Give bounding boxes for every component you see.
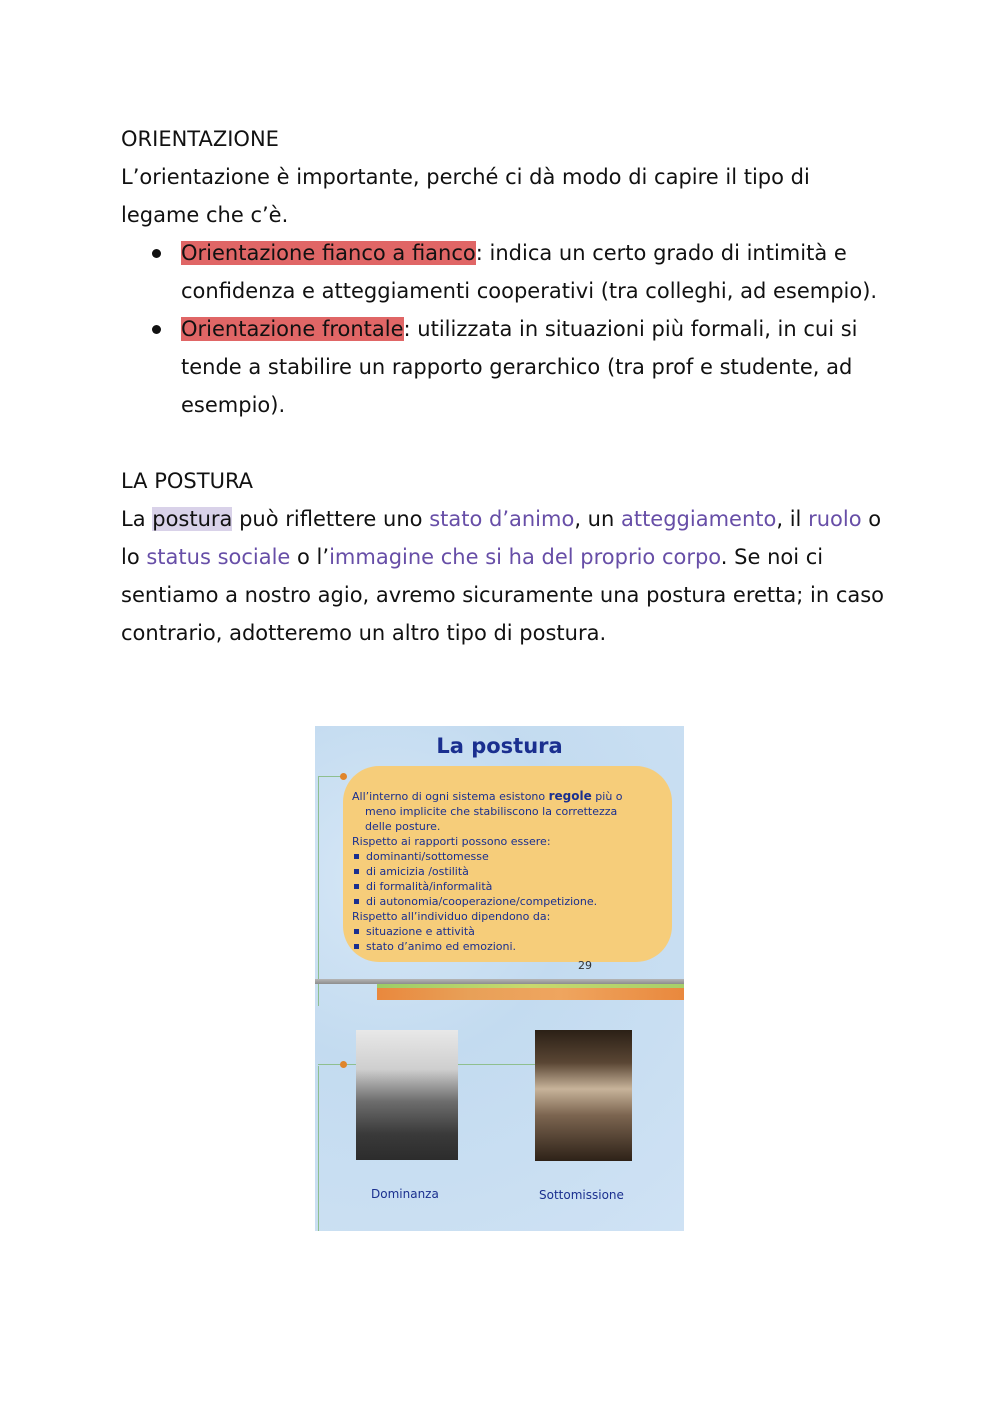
list-item	[352, 924, 652, 939]
bullet-icon	[152, 249, 161, 258]
text-run: può riflettere uno	[232, 507, 430, 531]
list-item-text: dominanti/sottomesse	[366, 850, 489, 863]
connector-dot-icon	[340, 1061, 347, 1068]
colored-term: status sociale	[146, 545, 291, 569]
text-run: più o	[591, 790, 623, 803]
highlighted-term: Orientazione fianco a fianco	[181, 241, 476, 265]
text-run: La	[121, 507, 153, 531]
caption-left: Dominanza	[371, 1187, 439, 1201]
list-item-text: di formalità/informalità	[366, 880, 493, 893]
colored-term: stato d’animo	[429, 507, 575, 531]
text-run: . Se noi ci sentiamo a nostro agio, avremo sicuramente una postura eretta; in caso contrario, adotteremo un altro tipo di postura.	[121, 545, 885, 645]
square-bullet-icon	[354, 899, 359, 904]
decorative-strip	[377, 984, 684, 1000]
highlighted-term: Orientazione frontale	[181, 317, 404, 341]
highlighted-term: postura	[152, 507, 233, 531]
list-item	[352, 864, 652, 879]
text-line: delle posture.	[365, 820, 441, 833]
list-item	[352, 894, 652, 909]
text-run: All’interno di ogni sistema esistono	[352, 790, 549, 803]
postura-paragraph	[121, 500, 891, 652]
colored-term: immagine che si ha del proprio corpo	[329, 545, 721, 569]
text-run: , un	[574, 507, 621, 531]
slide-image	[315, 726, 684, 1231]
square-bullet-icon	[354, 854, 359, 859]
square-bullet-icon	[354, 884, 359, 889]
list-item-text: situazione e attività	[366, 925, 475, 938]
photo-dominance	[356, 1030, 458, 1160]
bullet-icon	[152, 325, 161, 334]
caption-right: Sottomissione	[539, 1188, 624, 1202]
square-bullet-icon	[354, 944, 359, 949]
list-item	[352, 879, 652, 894]
section-heading-postura: LA POSTURA	[121, 469, 254, 493]
square-bullet-icon	[354, 869, 359, 874]
colored-term: atteggiamento	[620, 507, 777, 531]
list-item	[352, 939, 652, 954]
list-item-text: di amicizia /ostilità	[366, 865, 469, 878]
list-item	[181, 234, 891, 310]
slide-title: La postura	[436, 734, 563, 758]
square-bullet-icon	[354, 929, 359, 934]
list-item-text: : indica un certo grado di intimità e confidenza e atteggiamenti cooperativi (tra colleghi, ad esempio).	[181, 241, 878, 303]
orientazione-intro: L’orientazione è importante, perché ci dà modo di capire il tipo di legame che c’è.	[121, 165, 810, 227]
photo-submission	[535, 1030, 632, 1161]
orientazione-list	[121, 234, 891, 424]
list-item-text: : utilizzata in situazioni più formali, in cui si tende a stabilire un rapporto gerarchico (tra prof e studente, ad esempio).	[181, 317, 858, 417]
list-item-text: di autonomia/cooperazione/competizione.	[366, 895, 598, 908]
slide-text	[352, 789, 652, 954]
text-run: o lo	[121, 507, 882, 569]
section-heading-orientazione: ORIENTAZIONE	[121, 127, 279, 151]
connector-dot-icon	[340, 773, 347, 780]
list-item	[181, 310, 891, 424]
bold-term: regole	[548, 789, 592, 803]
text-run: o l’	[290, 545, 330, 569]
slide-page-number: 29	[578, 959, 592, 972]
colored-term: ruolo	[808, 507, 862, 531]
text-line: Rispetto all’individuo dipendono da:	[352, 910, 551, 923]
list-item	[352, 849, 652, 864]
list-item-text: stato d’animo ed emozioni.	[366, 940, 517, 953]
text-line: Rispetto ai rapporti possono essere:	[352, 835, 551, 848]
document-body	[121, 120, 891, 652]
text-line: meno implicite che stabiliscono la correttezza	[365, 805, 618, 818]
text-run: , il	[776, 507, 809, 531]
